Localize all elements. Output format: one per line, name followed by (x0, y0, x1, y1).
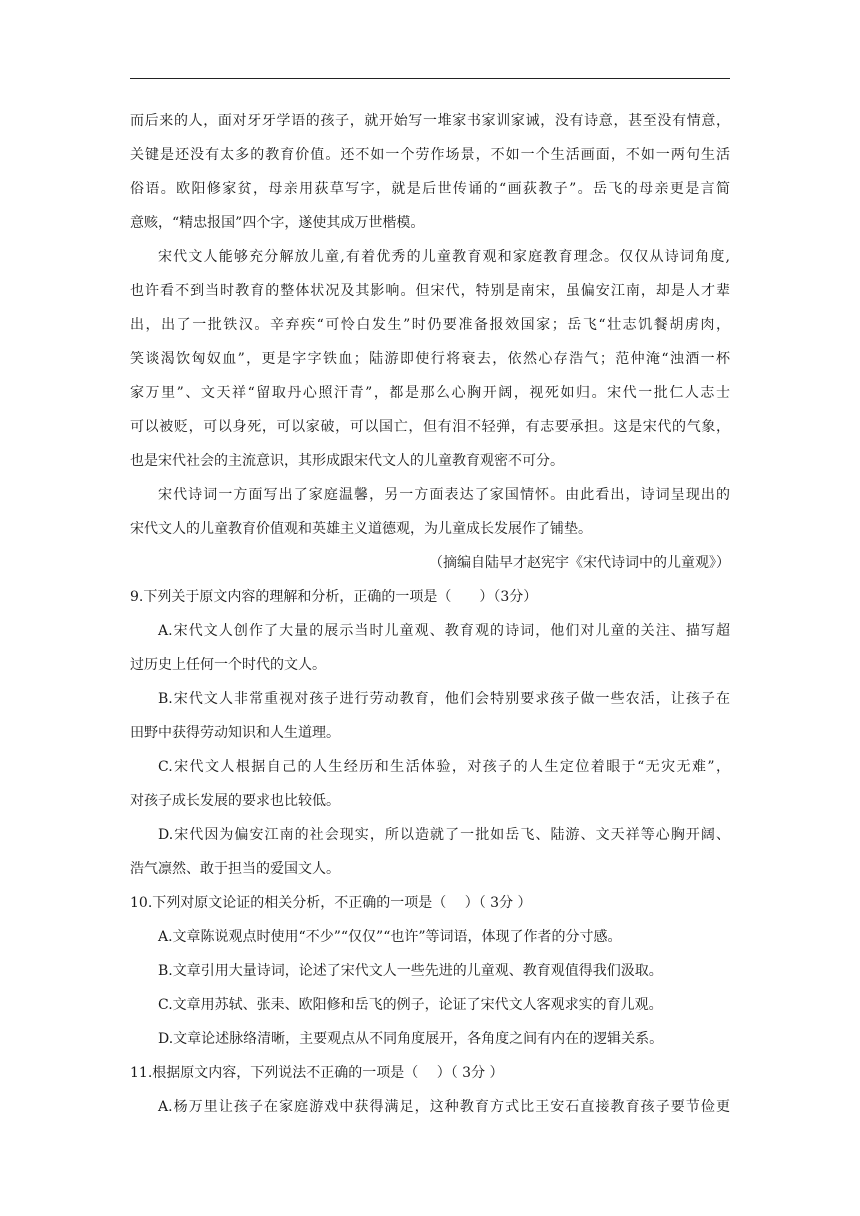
paragraph-2-line: 笑谈渴饮匈奴血”，更是字字铁血；陆游即使行将衰去，依然心存浩气；范仲淹“浊酒一杯 (130, 351, 730, 367)
paragraph-1-line: 而后来的人，面对牙牙学语的孩子，就开始写一堆家书家训家诫，没有诗意，甚至没有情意， (130, 113, 730, 129)
paragraph-3-line: 宋代诗词一方面写出了家庭温馨，另一方面表达了家国情怀。由此看出，诗词呈现出的 (158, 487, 730, 503)
question-9-stem: 9.下列关于原文内容的理解和分析，正确的一项是（ ）（3分） (130, 589, 538, 605)
paragraph-2-line: 宋代文人能够充分解放儿童,有着优秀的儿童教育观和家庭教育理念。仅仅从诗词角度, (158, 249, 730, 265)
source-citation: （摘编自陆早才赵宪宇《宋代诗词中的儿童观》） (429, 555, 730, 571)
question-11-option-a: A.杨万里让孩子在家庭游戏中获得满足，这种教育方式比王安石直接教育孩子要节俭更 (158, 1099, 730, 1115)
question-10-option-b: B.文章引用大量诗词，论述了宋代文人一些先进的儿童观、教育观值得我们汲取。 (158, 963, 663, 979)
question-10-option-c: C.文章用苏轼、张耒、欧阳修和岳飞的例子，论证了宋代文人客观求实的育儿观。 (158, 997, 663, 1013)
paragraph-1-line: 俗语。欧阳修家贫，母亲用荻草写字，就是后世传诵的“画荻教子”。岳飞的母亲更是言简 (130, 181, 730, 197)
question-10-option-d: D.文章论述脉络清晰，主要观点从不同角度展开，各角度之间有内在的逻辑关系。 (158, 1031, 664, 1047)
question-9-option-c-cont: 对孩子成长发展的要求也比较低。 (130, 793, 340, 809)
paragraph-2-line: 可以被贬，可以身死，可以家破，可以国亡，但有泪不轻弹，有志要承担。这是宋代的气象， (130, 419, 730, 435)
question-9-option-b: B.宋代文人非常重视对孩子进行劳动教育，他们会特别要求孩子做一些农活，让孩子在 (158, 691, 730, 707)
paragraph-2-line: 出，出了一批铁汉。辛弃疾“可怜白发生”时仍要准备报效国家；岳飞“壮志饥餐胡虏肉， (130, 317, 730, 333)
paragraph-2-line: 也许看不到当时教育的整体状况及其影响。但宋代，特别是南宋，虽偏安江南，却是人才辈 (130, 283, 730, 299)
question-11-stem: 11.根据原文内容，下列说法不正确的一项是（ ）（ 3分 ） (130, 1065, 504, 1081)
question-9-option-a-cont: 过历史上任何一个时代的文人。 (130, 657, 326, 673)
question-9-option-b-cont: 田野中获得劳动知识和人生道理。 (130, 725, 340, 741)
question-9-option-d: D.宋代因为偏安江南的社会现实，所以造就了一批如岳飞、陆游、文天祥等心胸开阔、 (158, 827, 730, 843)
paragraph-3-line: 宋代文人的儿童教育价值观和英雄主义道德观，为儿童成长发展作了铺垫。 (130, 521, 592, 537)
paragraph-1-line: 意赅，“精忠报国”四个字，遂使其成万世楷模。 (130, 215, 425, 231)
header-rule (130, 78, 730, 79)
question-10-option-a: A.文章陈说观点时使用“不少”“仅仅”“也许”等词语，体现了作者的分寸感。 (158, 929, 622, 945)
question-9-option-a: A.宋代文人创作了大量的展示当时儿童观、教育观的诗词，他们对儿童的关注、描写超 (158, 623, 730, 639)
paragraph-2-line: 也是宋代社会的主流意识，其形成跟宋代文人的儿童教育观密不可分。 (130, 453, 564, 469)
question-9-option-c: C.宋代文人根据自己的人生经历和生活体验，对孩子的人生定位着眼于“无灾无难”， (158, 759, 730, 775)
question-9-option-d-cont: 浩气凛然、敢于担当的爱国文人。 (130, 861, 340, 877)
question-10-stem: 10.下列对原文论证的相关分析，不正确的一项是（ ）（ 3分 ） (130, 895, 532, 911)
paragraph-1-line: 关键是还没有太多的教育价值。还不如一个劳作场景，不如一个生活画面，不如一两句生活 (130, 147, 730, 163)
paragraph-2-line: 家万里”、文天祥“留取丹心照汗青”，都是那么心胸开阔，视死如归。宋代一批仁人志士 (130, 385, 730, 401)
